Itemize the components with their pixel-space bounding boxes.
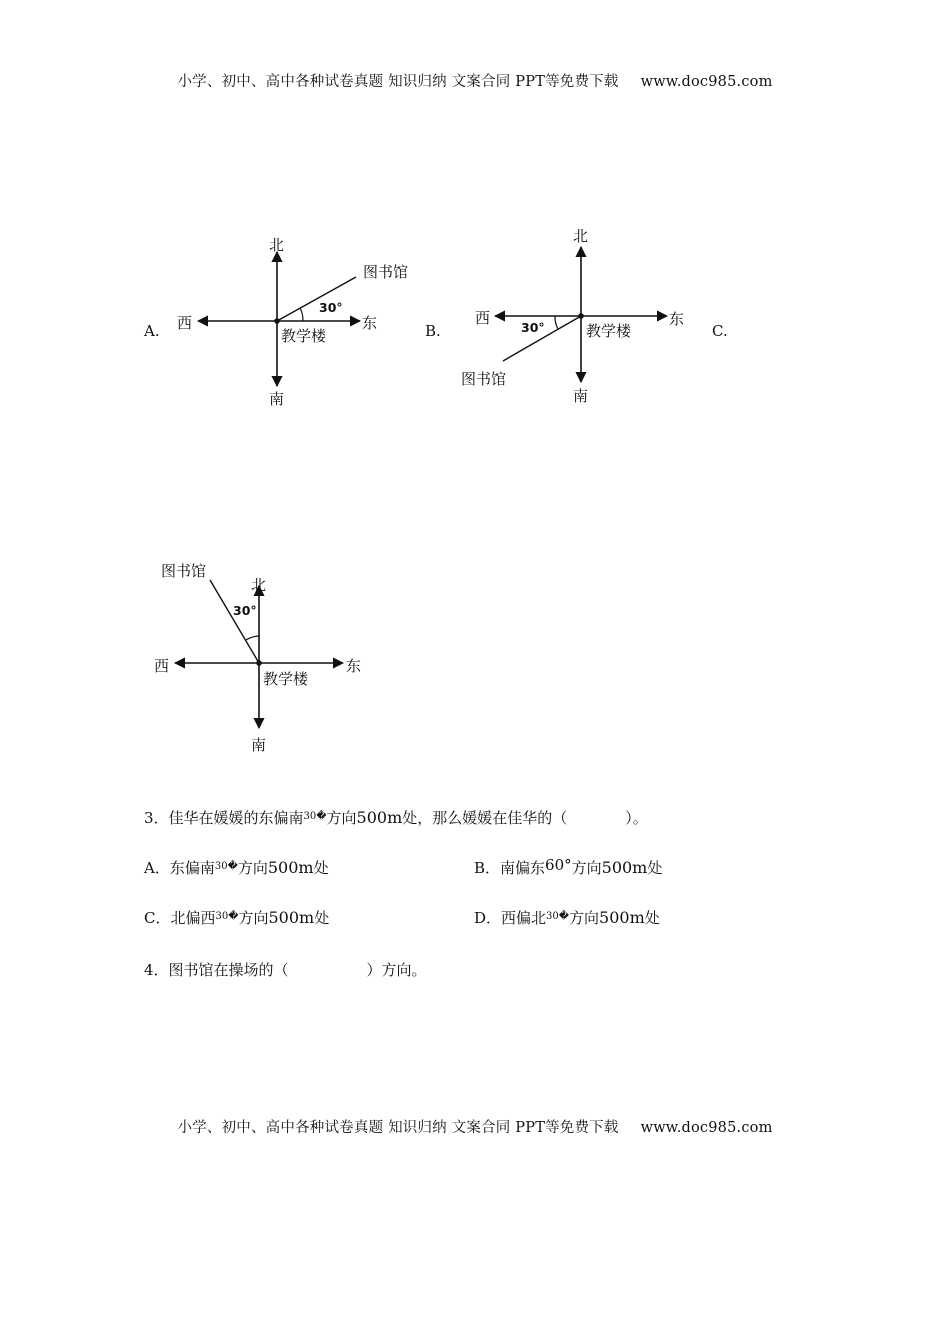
option-a-mid: 方向 bbox=[237, 859, 268, 877]
angle-arc bbox=[246, 636, 259, 640]
center-label: 教学楼 bbox=[281, 327, 327, 345]
option-c-mid: 方向 bbox=[238, 909, 269, 927]
angle-label: 30° bbox=[319, 300, 343, 315]
library-label: 图书馆 bbox=[461, 370, 507, 388]
diagram-a-letter: A. bbox=[144, 322, 160, 340]
option-a-distance: 500m bbox=[267, 858, 314, 877]
option-c-post: 处 bbox=[314, 909, 330, 927]
east-label: 东 bbox=[346, 657, 362, 675]
q4-stem-post: ）方向。 bbox=[366, 961, 427, 979]
compass-diagram-b bbox=[455, 222, 715, 412]
header-text: 小学、初中、高中各种试卷真题 知识归纳 文案合同 PPT等免费下载 bbox=[177, 74, 619, 90]
angle-arc bbox=[300, 308, 303, 321]
library-label: 图书馆 bbox=[363, 263, 409, 281]
q3-stem-pre: 3．佳华在媛媛的东偏南 bbox=[144, 809, 304, 827]
option-c-distance: 500m bbox=[268, 908, 315, 927]
question-3-option-b[interactable] bbox=[474, 857, 662, 878]
option-d-distance: 500m bbox=[599, 908, 645, 927]
center-dot bbox=[578, 313, 584, 319]
option-c-pre: C．北偏西 bbox=[144, 909, 216, 927]
question-3-option-d[interactable] bbox=[474, 907, 660, 928]
library-ray bbox=[277, 277, 356, 321]
option-d-degree: 30� bbox=[546, 911, 570, 922]
diagram-c-letter: C. bbox=[712, 322, 728, 340]
center-label: 教学楼 bbox=[586, 322, 632, 340]
header-url: www.doc985.com bbox=[640, 74, 773, 90]
center-dot bbox=[256, 660, 262, 666]
option-d-mid: 方向 bbox=[569, 909, 600, 927]
south-label: 南 bbox=[573, 387, 589, 405]
north-label: 北 bbox=[573, 227, 589, 245]
page-header bbox=[0, 70, 950, 91]
library-label: 图书馆 bbox=[161, 562, 207, 580]
option-a-post: 处 bbox=[313, 859, 329, 877]
center-label: 教学楼 bbox=[263, 670, 309, 688]
q4-stem-pre: 4．图书馆在操场的（ bbox=[144, 961, 289, 979]
option-a-degree: 30� bbox=[214, 861, 238, 872]
option-a-pre: A．东偏南 bbox=[144, 859, 215, 877]
option-c-degree: 30� bbox=[215, 911, 239, 922]
page-footer bbox=[0, 1116, 950, 1137]
compass-diagram-a bbox=[170, 230, 420, 420]
north-label: 北 bbox=[269, 236, 285, 254]
north-label: 北 bbox=[251, 576, 267, 594]
option-b-pre: B．南偏东 bbox=[474, 859, 546, 877]
south-label: 南 bbox=[251, 736, 267, 754]
center-dot bbox=[274, 318, 280, 324]
diagram-b-letter: B. bbox=[425, 322, 441, 340]
option-b-post: 处 bbox=[647, 859, 663, 877]
question-4-stem bbox=[144, 959, 427, 980]
east-label: 东 bbox=[669, 310, 685, 328]
q3-stem-mid: 方向 bbox=[326, 809, 357, 827]
east-label: 东 bbox=[362, 314, 378, 332]
option-d-post: 处 bbox=[644, 909, 660, 927]
angle-label: 30° bbox=[521, 320, 545, 335]
q3-stem-post: 处，那么媛媛在佳华的（ bbox=[402, 809, 568, 827]
option-b-degree: 60° bbox=[545, 856, 572, 874]
angle-arc bbox=[555, 316, 558, 329]
angle-label: 30° bbox=[233, 603, 257, 618]
q3-stem-end: ）。 bbox=[625, 809, 648, 827]
question-3-option-c[interactable] bbox=[144, 907, 329, 928]
question-3-stem bbox=[144, 807, 648, 828]
footer-text: 小学、初中、高中各种试卷真题 知识归纳 文案合同 PPT等免费下载 bbox=[177, 1120, 619, 1136]
option-d-pre: D．西偏北 bbox=[474, 909, 547, 927]
south-label: 南 bbox=[269, 390, 285, 408]
compass-diagram-c bbox=[150, 560, 400, 760]
option-b-distance: 500m bbox=[601, 858, 648, 877]
west-label: 西 bbox=[475, 309, 491, 327]
option-b-mid: 方向 bbox=[571, 859, 602, 877]
q3-stem-distance: 500m bbox=[356, 808, 403, 827]
q3-stem-degree: 30� bbox=[303, 811, 327, 822]
west-label: 西 bbox=[154, 657, 170, 675]
question-3-option-a[interactable] bbox=[144, 857, 329, 878]
footer-url: www.doc985.com bbox=[640, 1120, 773, 1136]
west-label: 西 bbox=[177, 314, 193, 332]
